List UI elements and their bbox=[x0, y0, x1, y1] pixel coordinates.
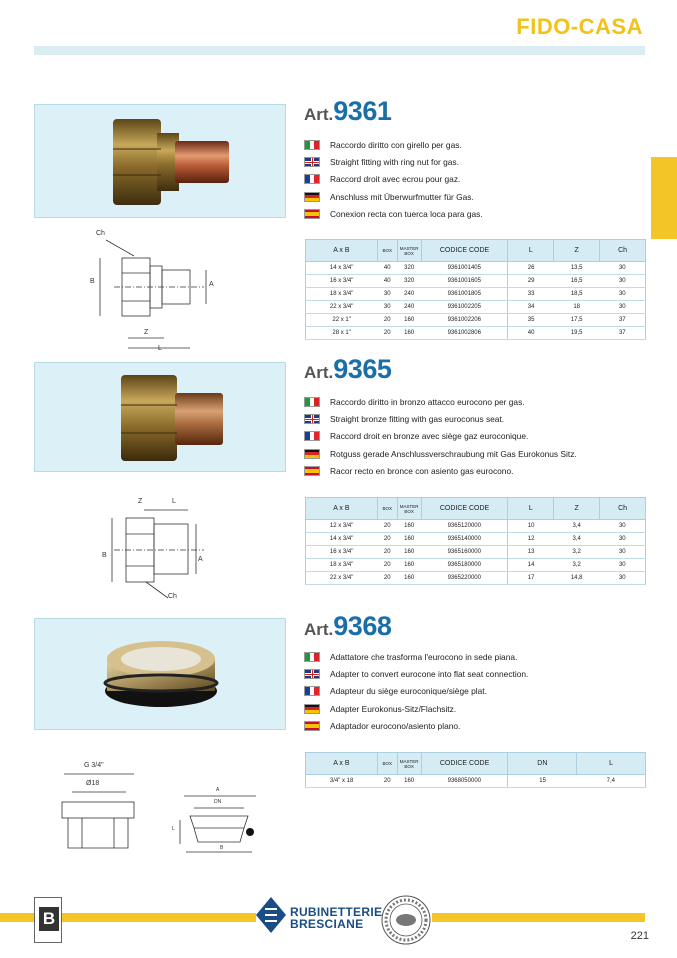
table-cell: 160 bbox=[397, 314, 421, 327]
table-cell: 30 bbox=[600, 262, 646, 275]
germany-flag-icon bbox=[304, 704, 320, 714]
table-cell: 240 bbox=[397, 301, 421, 314]
label-z: Z bbox=[138, 498, 143, 505]
table-cell: 30 bbox=[600, 275, 646, 288]
table-cell: 9365120000 bbox=[421, 520, 508, 533]
table-cell: 7,4 bbox=[577, 775, 646, 788]
description-en: Adapter to convert eurocone into flat seat connection. bbox=[304, 665, 528, 682]
table-cell: 26 bbox=[508, 262, 554, 275]
table-cell: 40 bbox=[377, 262, 397, 275]
table-header-cell: CODICE CODE bbox=[421, 240, 508, 262]
table-cell: 29 bbox=[508, 275, 554, 288]
table-cell: 17 bbox=[508, 572, 554, 585]
spain-flag-icon bbox=[304, 466, 320, 476]
table-cell: 320 bbox=[397, 262, 421, 275]
table-cell: 9368050000 bbox=[421, 775, 508, 788]
table-cell: 22 x 1" bbox=[306, 314, 378, 327]
table-cell: 3,4 bbox=[554, 533, 600, 546]
table-cell: 20 bbox=[377, 559, 397, 572]
table-cell: 12 bbox=[508, 533, 554, 546]
table-cell: 33 bbox=[508, 288, 554, 301]
brand-title: FIDO-CASA bbox=[516, 14, 643, 39]
table-header-cell: MASTER BOX bbox=[397, 753, 421, 775]
article-title-9368: Art.9368 bbox=[304, 611, 392, 641]
label-b: B bbox=[220, 845, 224, 851]
table-cell: 19,5 bbox=[554, 327, 600, 340]
table-cell: 160 bbox=[397, 572, 421, 585]
label-ch: Ch bbox=[168, 593, 177, 600]
spain-flag-icon bbox=[304, 209, 320, 219]
product-photo-9361 bbox=[34, 104, 286, 218]
description-fr: Raccord droit avec ecrou pour gaz. bbox=[304, 171, 483, 188]
description-en: Straight fitting with ring nut for gas. bbox=[304, 153, 483, 170]
description-list-9361 bbox=[304, 136, 483, 222]
description-fr: Adapteur du siège euroconique/siège plat. bbox=[304, 683, 528, 700]
table-cell: 240 bbox=[397, 288, 421, 301]
spec-table-9365 bbox=[305, 497, 646, 585]
table-row bbox=[306, 775, 646, 788]
table-row bbox=[306, 288, 646, 301]
table-cell: 37 bbox=[600, 314, 646, 327]
product-photo-9365 bbox=[34, 362, 286, 472]
table-cell: 10 bbox=[508, 520, 554, 533]
table-cell: 160 bbox=[397, 775, 421, 788]
table-cell: 9361001605 bbox=[421, 275, 508, 288]
table-cell: 30 bbox=[600, 572, 646, 585]
label-b: B bbox=[102, 552, 107, 559]
table-row bbox=[306, 314, 646, 327]
table-cell: 40 bbox=[377, 275, 397, 288]
table-cell: 9365140000 bbox=[421, 533, 508, 546]
table-cell: 14 bbox=[508, 559, 554, 572]
table-cell: 35 bbox=[508, 314, 554, 327]
table-row bbox=[306, 572, 646, 585]
table-cell: 12 x 3/4" bbox=[306, 520, 378, 533]
table-row bbox=[306, 559, 646, 572]
table-header-cell: BOX bbox=[377, 498, 397, 520]
table-cell: 20 bbox=[377, 327, 397, 340]
germany-flag-icon bbox=[304, 449, 320, 459]
table-header-cell: DN bbox=[508, 753, 577, 775]
table-row bbox=[306, 262, 646, 275]
table-header-cell: BOX bbox=[377, 240, 397, 262]
italy-flag-icon bbox=[304, 397, 320, 407]
label-d: Ø18 bbox=[86, 780, 100, 787]
table-header-cell: L bbox=[508, 498, 554, 520]
table-cell: 17,5 bbox=[554, 314, 600, 327]
table-cell: 3,2 bbox=[554, 546, 600, 559]
table-cell: 18 x 3/4" bbox=[306, 559, 378, 572]
description-en: Straight bronze fitting with gas euroconus seat. bbox=[304, 410, 577, 427]
table-cell: 30 bbox=[600, 533, 646, 546]
article-title-9361: Art.9361 bbox=[304, 96, 392, 126]
label-z: Z bbox=[144, 329, 149, 336]
table-cell: 160 bbox=[397, 559, 421, 572]
table-header-cell: MASTER BOX bbox=[397, 498, 421, 520]
table-cell: 30 bbox=[600, 301, 646, 314]
label-a: A bbox=[216, 787, 220, 793]
description-it: Adattatore che trasforma l'eurocono in sede piana. bbox=[304, 648, 528, 665]
table-cell: 9361002205 bbox=[421, 301, 508, 314]
label-a: A bbox=[198, 556, 203, 563]
table-cell: 18 bbox=[554, 301, 600, 314]
table-cell: 20 bbox=[377, 533, 397, 546]
table-cell: 15 bbox=[508, 775, 577, 788]
table-cell: 9361002806 bbox=[421, 327, 508, 340]
table-cell: 13 bbox=[508, 546, 554, 559]
spain-flag-icon bbox=[304, 721, 320, 731]
table-header-cell: A x B bbox=[306, 753, 378, 775]
description-es: Racor recto en bronce con asiento gas eurocono. bbox=[304, 462, 577, 479]
table-cell: 30 bbox=[600, 546, 646, 559]
technical-drawing-9368 bbox=[34, 756, 286, 884]
spec-table-9368 bbox=[305, 752, 646, 788]
table-cell: 40 bbox=[508, 327, 554, 340]
description-es: Conexion recta con tuerca loca para gas. bbox=[304, 205, 483, 222]
table-header-cell: L bbox=[508, 240, 554, 262]
table-cell: 37 bbox=[600, 327, 646, 340]
label-g: G 3/4" bbox=[84, 762, 104, 769]
uk-flag-icon bbox=[304, 414, 320, 424]
table-cell: 9365180000 bbox=[421, 559, 508, 572]
product-photo-9368 bbox=[34, 618, 286, 730]
top-rule bbox=[34, 46, 645, 55]
description-list-9365 bbox=[304, 393, 577, 479]
description-it: Raccordo diritto in bronzo attacco eurocono per gas. bbox=[304, 393, 577, 410]
table-header-cell: BOX bbox=[377, 753, 397, 775]
table-cell: 18 x 3/4" bbox=[306, 288, 378, 301]
table-cell: 9361001805 bbox=[421, 288, 508, 301]
table-cell: 160 bbox=[397, 533, 421, 546]
technical-drawing-9361 bbox=[34, 228, 286, 356]
table-header-cell: MASTER BOX bbox=[397, 240, 421, 262]
table-header-cell: CODICE CODE bbox=[421, 753, 508, 775]
table-cell: 18,5 bbox=[554, 288, 600, 301]
table-cell: 20 bbox=[377, 572, 397, 585]
table-header-cell: A x B bbox=[306, 498, 378, 520]
label-l: L bbox=[158, 345, 162, 352]
table-cell: 160 bbox=[397, 327, 421, 340]
table-cell: 13,5 bbox=[554, 262, 600, 275]
table-header-cell: Z bbox=[554, 240, 600, 262]
table-cell: 20 bbox=[377, 775, 397, 788]
company-logo-box bbox=[34, 897, 62, 943]
table-header-cell: Ch bbox=[600, 240, 646, 262]
brand-wordmark: RUBINETTERIE BRESCIANE bbox=[290, 905, 383, 931]
page-number: 221 bbox=[630, 930, 649, 942]
italy-flag-icon bbox=[304, 652, 320, 662]
article-title-9365: Art.9365 bbox=[304, 354, 392, 384]
brand-diamond-icon bbox=[256, 897, 286, 933]
label-l: L bbox=[172, 498, 176, 505]
france-flag-icon bbox=[304, 174, 320, 184]
label-b: B bbox=[90, 278, 95, 285]
table-cell: 9365160000 bbox=[421, 546, 508, 559]
table-cell: 30 bbox=[600, 288, 646, 301]
spec-table-9361 bbox=[305, 239, 646, 340]
table-cell: 28 x 1" bbox=[306, 327, 378, 340]
table-row bbox=[306, 327, 646, 340]
table-cell: 9361001405 bbox=[421, 262, 508, 275]
table-row bbox=[306, 533, 646, 546]
table-cell: 160 bbox=[397, 520, 421, 533]
table-cell: 16 x 3/4" bbox=[306, 546, 378, 559]
table-header-cell: Ch bbox=[600, 498, 646, 520]
table-cell: 320 bbox=[397, 275, 421, 288]
table-cell: 14 x 3/4" bbox=[306, 533, 378, 546]
table-row bbox=[306, 546, 646, 559]
table-header-row bbox=[306, 498, 646, 520]
table-cell: 30 bbox=[377, 301, 397, 314]
logo-letter: B bbox=[39, 907, 59, 931]
uk-flag-icon bbox=[304, 669, 320, 679]
table-cell: 3,2 bbox=[554, 559, 600, 572]
table-cell: 22 x 3/4" bbox=[306, 301, 378, 314]
table-cell: 3,4 bbox=[554, 520, 600, 533]
label-l: L bbox=[172, 826, 175, 832]
label-dn: DN bbox=[214, 799, 222, 805]
table-cell: 16,5 bbox=[554, 275, 600, 288]
italy-flag-icon bbox=[304, 140, 320, 150]
table-row bbox=[306, 301, 646, 314]
table-row bbox=[306, 275, 646, 288]
table-cell: 14 x 3/4" bbox=[306, 262, 378, 275]
table-header-row bbox=[306, 240, 646, 262]
description-es: Adaptador eurocono/asiento plano. bbox=[304, 717, 528, 734]
description-fr: Raccord droit en bronze avec siège gaz euroconique. bbox=[304, 428, 577, 445]
table-header-cell: CODICE CODE bbox=[421, 498, 508, 520]
table-cell: 30 bbox=[377, 288, 397, 301]
description-de: Adapter Eurokonus-Sitz/Flachsitz. bbox=[304, 700, 528, 717]
table-cell: 22 x 3/4" bbox=[306, 572, 378, 585]
table-cell: 30 bbox=[600, 559, 646, 572]
table-cell: 9365220000 bbox=[421, 572, 508, 585]
table-header-cell: L bbox=[577, 753, 646, 775]
table-cell: 16 x 3/4" bbox=[306, 275, 378, 288]
uk-flag-icon bbox=[304, 157, 320, 167]
description-list-9368 bbox=[304, 648, 528, 734]
table-header-cell: Z bbox=[554, 498, 600, 520]
france-flag-icon bbox=[304, 686, 320, 696]
table-cell: 30 bbox=[600, 520, 646, 533]
table-cell: 3/4" x 18 bbox=[306, 775, 378, 788]
table-header-row bbox=[306, 753, 646, 775]
technical-drawing-9365 bbox=[34, 492, 286, 620]
footer-bar-right bbox=[432, 913, 645, 922]
iso-certification-seal-icon bbox=[380, 894, 432, 946]
description-it: Raccordo diritto con girello per gas. bbox=[304, 136, 483, 153]
label-ch: Ch bbox=[96, 230, 105, 237]
table-header-cell: A x B bbox=[306, 240, 378, 262]
table-cell: 20 bbox=[377, 546, 397, 559]
section-tab bbox=[651, 157, 677, 239]
description-de: Rotguss gerade Anschlussverschraubung mit Gas Eurokonus Sitz. bbox=[304, 445, 577, 462]
table-cell: 20 bbox=[377, 314, 397, 327]
table-cell: 20 bbox=[377, 520, 397, 533]
table-cell: 14,8 bbox=[554, 572, 600, 585]
germany-flag-icon bbox=[304, 192, 320, 202]
description-de: Anschluss mit Überwurfmutter für Gas. bbox=[304, 188, 483, 205]
table-cell: 34 bbox=[508, 301, 554, 314]
france-flag-icon bbox=[304, 431, 320, 441]
table-row bbox=[306, 520, 646, 533]
label-a: A bbox=[209, 281, 214, 288]
table-cell: 9361002206 bbox=[421, 314, 508, 327]
table-cell: 160 bbox=[397, 546, 421, 559]
